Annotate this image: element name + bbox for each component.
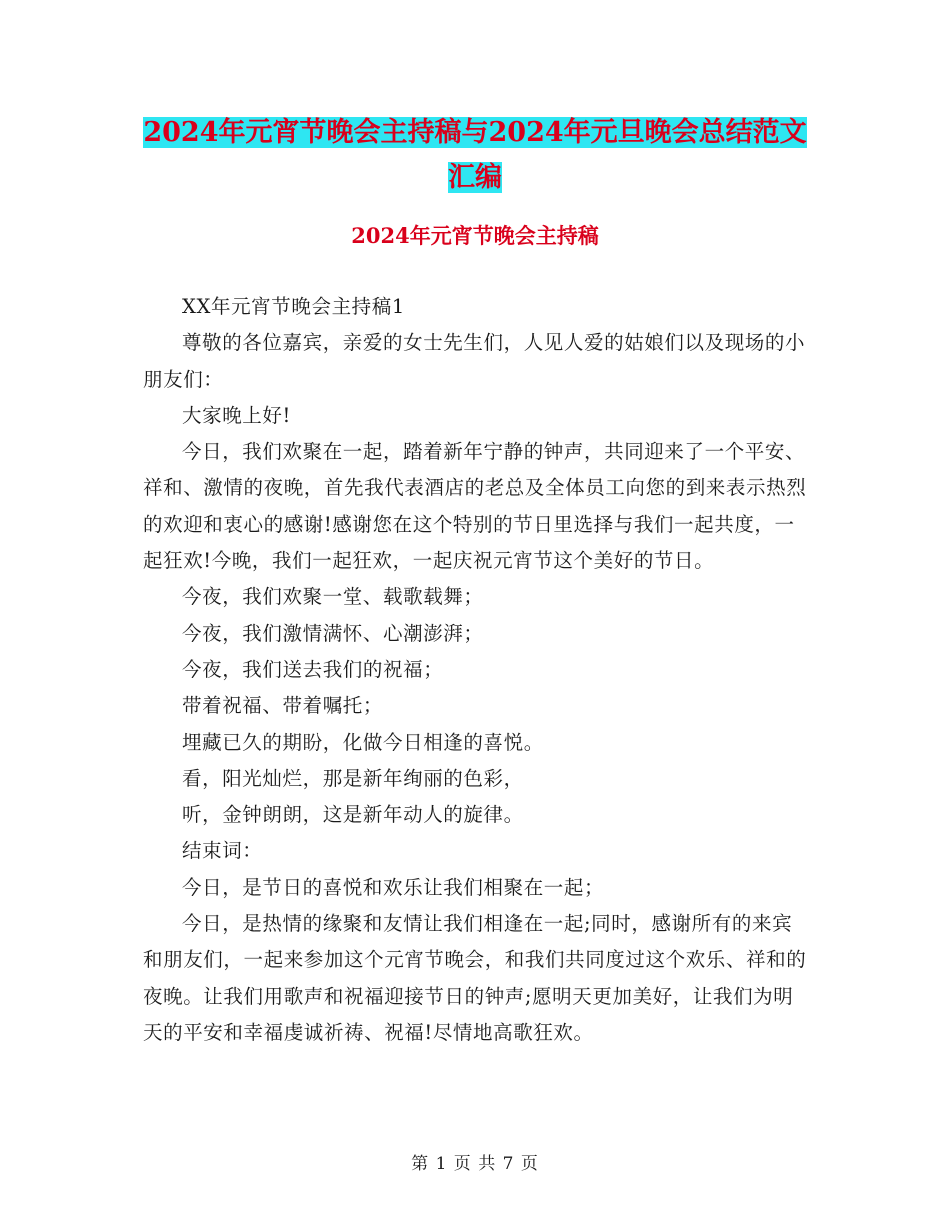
paragraph: 今夜，我们激情满怀、心潮澎湃； — [182, 621, 484, 645]
paragraph: 带着祝福、带着嘱托； — [182, 694, 384, 718]
paragraph: 埋藏已久的期盼，化做今日相逢的喜悦。 — [182, 730, 544, 754]
paragraph: 听，金钟朗朗，这是新年动人的旋律。 — [182, 803, 524, 827]
document-title-line-1: 2024年元宵节晚会主持稿与2024年元旦晚会总结范文 — [143, 117, 807, 148]
document-body — [143, 289, 809, 1051]
paragraph: 今日，是节日的喜悦和欢乐让我们相聚在一起； — [182, 875, 605, 899]
paragraph: 结束词： — [182, 839, 263, 863]
page-number: 第 1 页 共 7 页 — [411, 1154, 539, 1174]
paragraph: XX年元宵节晚会主持稿1 — [182, 295, 405, 318]
document-title-line-2: 汇编 — [448, 162, 502, 193]
paragraph: 今夜，我们送去我们的祝福； — [182, 657, 444, 681]
document-title — [140, 110, 810, 200]
paragraph: 今夜，我们欢聚一堂、载歌载舞； — [182, 585, 484, 609]
paragraph: 大家晚上好! — [182, 403, 291, 427]
section-heading: 2024年元宵节晚会主持稿 — [351, 223, 599, 248]
paragraph: 尊敬的各位嘉宾，亲爱的女士先生们，人见人爱的姑娘们以及现场的小朋友们： — [143, 331, 806, 391]
paragraph: 看，阳光灿烂，那是新年绚丽的色彩， — [182, 766, 524, 790]
paragraph: 今日，是热情的缘聚和友情让我们相逢在一起;同时，感谢所有的来宾和朋友们，一起来参加这个元宵节晚会，和我们共同度过这个欢乐、祥和的夜晚。让我们用歌声和祝福迎接节日的钟声;愿明天更加美好，让我们为明天的平安和幸福虔诚祈祷、祝福!尽情地高歌狂欢。 — [143, 912, 807, 1044]
paragraph: 今日，我们欢聚在一起，踏着新年宁静的钟声，共同迎来了一个平安、祥和、激情的夜晚，首先我代表酒店的老总及全体员工向您的到来表示热烈的欢迎和衷心的感谢!感谢您在这个特别的节日里选择与我们一起共度，一起狂欢!今晚，我们一起狂欢，一起庆祝元宵节这个美好的节日。 — [143, 440, 807, 573]
